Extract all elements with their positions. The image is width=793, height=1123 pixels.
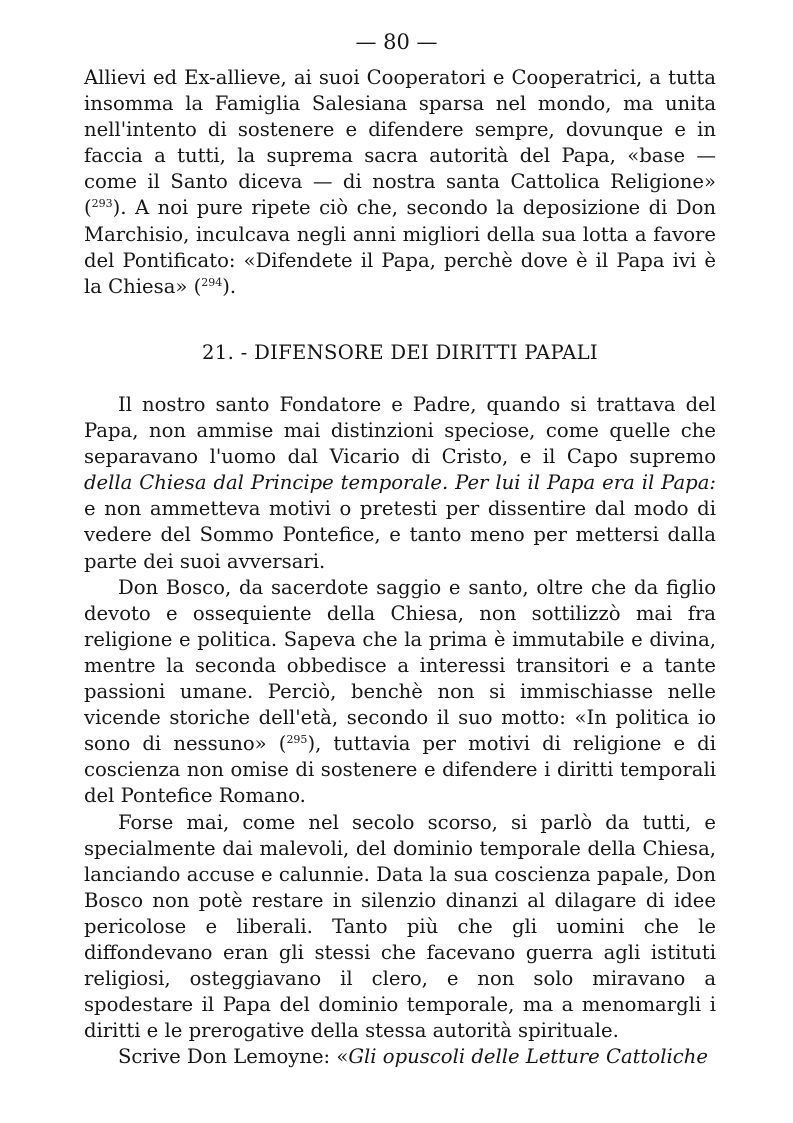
section-body: [84, 392, 716, 1070]
paragraph-1-text-b: ). A noi pure ripete ciò che, secondo la deposizione di Don Marchisio, inculcava negli anni migliori della sua lotta a favore del Pontificato: «Difendete il Papa, perchè dove è il Papa ivi è la Chiesa» (: [84, 196, 716, 298]
paragraph-5-text-a: Scrive Don Lemoyne: «: [118, 1045, 349, 1069]
paragraph-2-text-b: e non ammetteva motivi o pretesti per dissentire dal modo di vedere del Sommo Pontefice, e tanto meno per mettersi dalla parte dei suoi avversari.: [84, 497, 716, 573]
section-heading: 21. - DIFENSORE DEI DIRITTI PAPALI: [202, 341, 598, 364]
paragraph-1: [84, 65, 716, 300]
paragraph-5: [84, 1044, 716, 1070]
paragraph-2-text-a: Il nostro santo Fondatore e Padre, quando si trattava del Papa, non ammise mai distinzioni speciose, come quelle che separavano l'uomo dal Vicario di Cristo, e il Capo supremo: [84, 393, 716, 469]
paragraph-2-italic: della Chiesa dal Principe temporale. Per lui il Papa era il Papa:: [84, 471, 716, 495]
footnote-ref-294: 294: [201, 275, 223, 289]
footnote-ref-295: 295: [286, 733, 308, 747]
paragraph-5-italic: Gli opuscoli delle Letture Cattoliche: [348, 1045, 708, 1069]
opening-paragraph-block: [84, 65, 716, 300]
paragraph-3: [84, 575, 716, 810]
paragraph-3-text-a: Don Bosco, da sacerdote saggio e santo, oltre che da figlio devoto e ossequiente della Chiesa, non sottilizzò mai fra religione e politica. Sapeva che la prima è immutabile e divina, mentre la seconda obbedisce a interessi transitori e a tante passioni umane. Perciò, benchè non si immischiasse nelle vicende storiche dell'età, secondo il suo motto: «In politica io sono di nessuno» (: [84, 575, 716, 756]
paragraph-3-text-b: ), tuttavia per motivi di religione e di coscienza non omise di sostenere e difendere i diritti temporali del Pontefice Romano.: [84, 732, 716, 808]
paragraph-4: Forse mai, come nel secolo scorso, si parlò da tutti, e specialmente dai malevoli, del dominio temporale della Chiesa, lanciando accuse e calunnie. Data la sua coscienza papale, Don Bosco non potè restare in silenzio dinanzi al dilagare di idee pericolose e liberali. Tanto più che gli uomini che le diffondevano eran gli stessi che facevano guerra agli istituti religiosi, osteggiavano il clero, e non solo miravano a spodestare il Papa del dominio temporale, ma a menomargli i diritti e le prerogative della stessa autorità spirituale.: [84, 810, 716, 1043]
page-number: — 80 —: [355, 30, 438, 54]
paragraph-1-text-a: Allievi ed Ex-allieve, ai suoi Cooperatori e Cooperatrici, a tutta insomma la Famiglia Salesiana sparsa nel mondo, ma unita nell'intento di sostenere e difendere sempre, dovunque e in faccia a tutti, la suprema sacra autorità del Papa, «base — come il Santo diceva — di nostra santa Cattolica Religione» (: [84, 66, 716, 220]
paragraph-1-text-c: ).: [222, 274, 237, 298]
footnote-ref-293: 293: [91, 197, 113, 211]
paragraph-2: [84, 392, 716, 575]
